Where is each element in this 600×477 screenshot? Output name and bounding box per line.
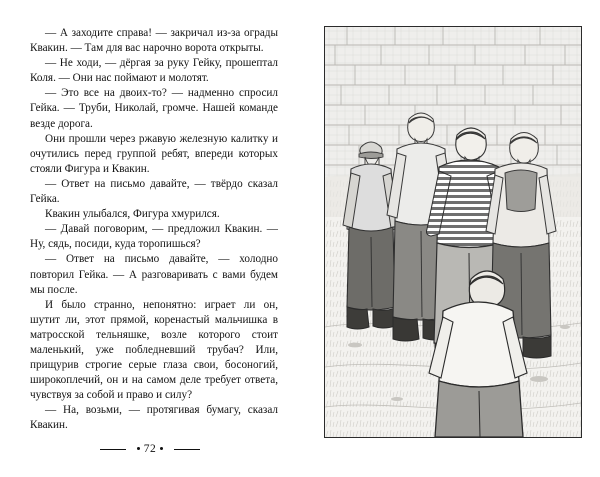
paragraph: — Ответ на письмо давайте, — твёрдо сказал Гейка. xyxy=(30,177,278,206)
page-number-rule-right xyxy=(174,449,200,450)
paragraph: И было странно, непонятно: играет ли он, шутит ли, этот прямой, коренастый мальчишка в матросской тельняшке, возле которого стоит маленький, уже побледневший трубач? Или, прищурив строгие серые глаза свои, босоногий, широкоплечий, он и на самом деле требует ответа, чувствуя за собой и право и силу? xyxy=(30,298,278,402)
illustration-column xyxy=(300,0,600,477)
page-number-dot-left xyxy=(137,447,140,450)
page-number xyxy=(0,443,300,455)
paragraph: — Давай поговорим, — предложил Квакин. — Ну, сядь, посиди, куда торопишься? xyxy=(30,223,278,251)
page-number-rule-left xyxy=(100,449,126,450)
paragraph: — На, возьми, — протягивая бумагу, сказал Квакин. xyxy=(30,404,278,432)
page-number-value: 72 xyxy=(143,443,157,455)
paragraph: Они прошли через ржавую железную калитку и очутились перед группой ребят, впереди которых стояли Фигура и Квакин. xyxy=(30,132,278,175)
group-of-boys-by-stone-wall-illustration xyxy=(324,26,582,438)
body-text xyxy=(30,26,278,434)
paragraph: Квакин улыбался, Фигура хмурился. xyxy=(45,208,220,221)
paragraph: — Ответ на письмо давайте, — холодно повторил Гейка. — А разговаривать с вами будем мы после. xyxy=(30,253,278,296)
page-number-dot-right xyxy=(160,447,163,450)
paragraph: — Не ходи, — дёргая за руку Гейку, прошептал Коля. — Они нас поймают и молотят. xyxy=(30,57,278,85)
paragraph: — А заходите справа! — закричал из-за ограды Квакин. — Там для вас нарочно ворота открыты. xyxy=(30,27,278,55)
paragraph: — Это все на двоих-то? — надменно спросил Гейка. — Труби, Николай, громче. Нашей команде везде дорога. xyxy=(30,87,278,130)
